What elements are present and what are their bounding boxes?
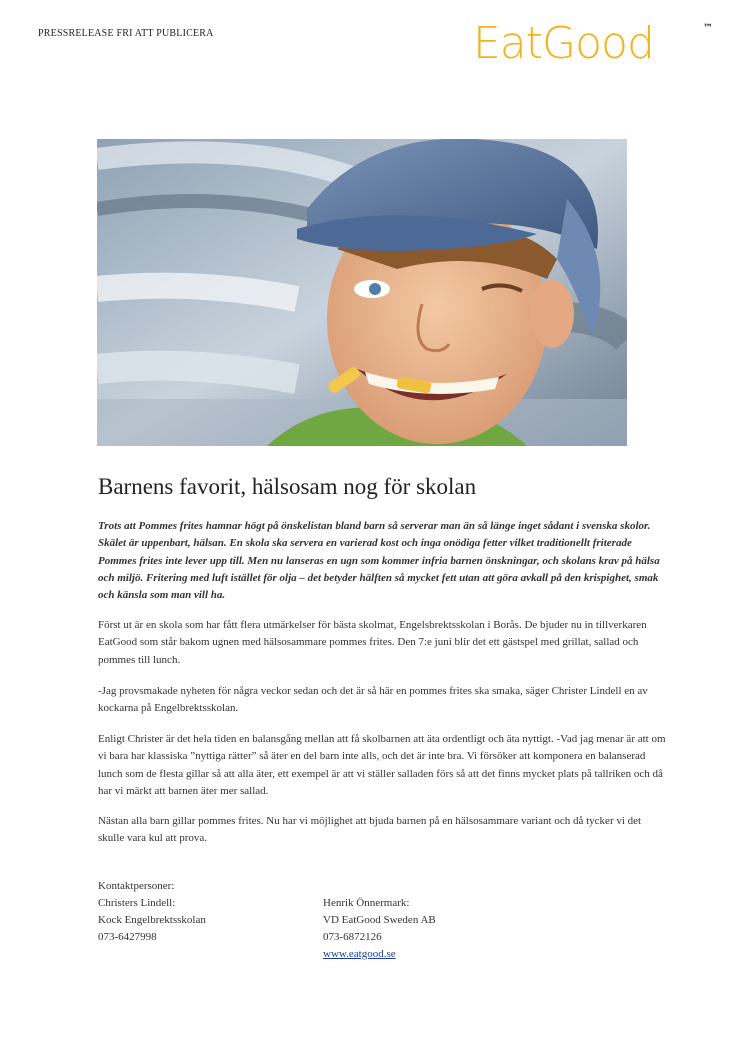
trademark-symbol: ™ xyxy=(703,23,713,34)
contact-right-role: VD EatGood Sweden AB xyxy=(323,914,436,926)
article-lead: Trots att Pommes frites hamnar högt på önskelistan bland barn så serverar man än så länge inget sådant i svenska skolor. Skälet är uppenbart, hälsan. En skola ska servera en varierad kost och inga onödiga fetter vilket traditionellt friterade Pommes frites inte lever upp till. Men nu lanseras en ugn som kommer infria barnen önskningar, och skolans krav på hälsa och miljö. Fritering med luft istället för olja – det betyder hälften så mycket fett utan att göra avkall på den krispighet, smak och känsla som man vill ha. xyxy=(98,520,660,602)
contact-right-phone: 073-6872126 xyxy=(323,931,382,943)
press-release-label: PRESSRELEASE FRI ATT PUBLICERA xyxy=(38,28,214,39)
contact-left-role: Kock Engelbrektsskolan xyxy=(98,914,206,926)
paragraph-4: Nästan alla barn gillar pommes frites. Nu har vi möjlighet att bjuda barnen på en hälsosammare variant och då tycker vi det skulle vara kul att prova. xyxy=(98,815,642,845)
eatgood-logo xyxy=(473,18,713,69)
paragraph-2: -Jag provsmakade nyheten för några veckor sedan och det är så här en pommes frites ska smaka, säger Christer Lindell en av kockarna på Engelbrektsskolan. xyxy=(98,685,648,715)
contact-left-name: Christers Lindell: xyxy=(98,897,176,909)
boy-eating-fries-illustration xyxy=(97,139,627,446)
website-link[interactable]: www.eatgood.se xyxy=(323,948,396,960)
paragraph-3: Enligt Christer är det hela tiden en balansgång mellan att få skolbarnen att äta ordentligt och äta nyttigt. -Vad jag menar är att om vi bara har klassiska ”nyttiga rätter” så äter en del barn inte alls, och det är inte bra. Vi försöker att komponera en balanserad lunch som de flesta gillar så att alla äter, ett exempel är att vi ställer salladen förs så att det finns mycket plats på tallriken och då har vi märkt att barnen äter mer sallad. xyxy=(98,733,666,797)
contacts-heading: Kontaktpersoner: xyxy=(98,880,175,892)
hero-photo xyxy=(97,139,627,446)
contact-right-name: Henrik Önnermark: xyxy=(323,897,410,909)
contact-left-phone: 073-6427998 xyxy=(98,931,157,943)
article-headline: Barnens favorit, hälsosam nog för skolan xyxy=(98,474,477,499)
logo-wordmark: EatGood xyxy=(473,18,654,69)
paragraph-1: Först ut är en skola som har fått flera utmärkelser för bästa skolmat, Engelsbrektsskolan i Borås. De bjuder nu in tillverkaren EatGood som står bakom ugnen med hälsosammare pommes frites. Den 7:e juni blir det ett gästspel med grillat, sallad och pommes till lunch. xyxy=(98,619,647,666)
